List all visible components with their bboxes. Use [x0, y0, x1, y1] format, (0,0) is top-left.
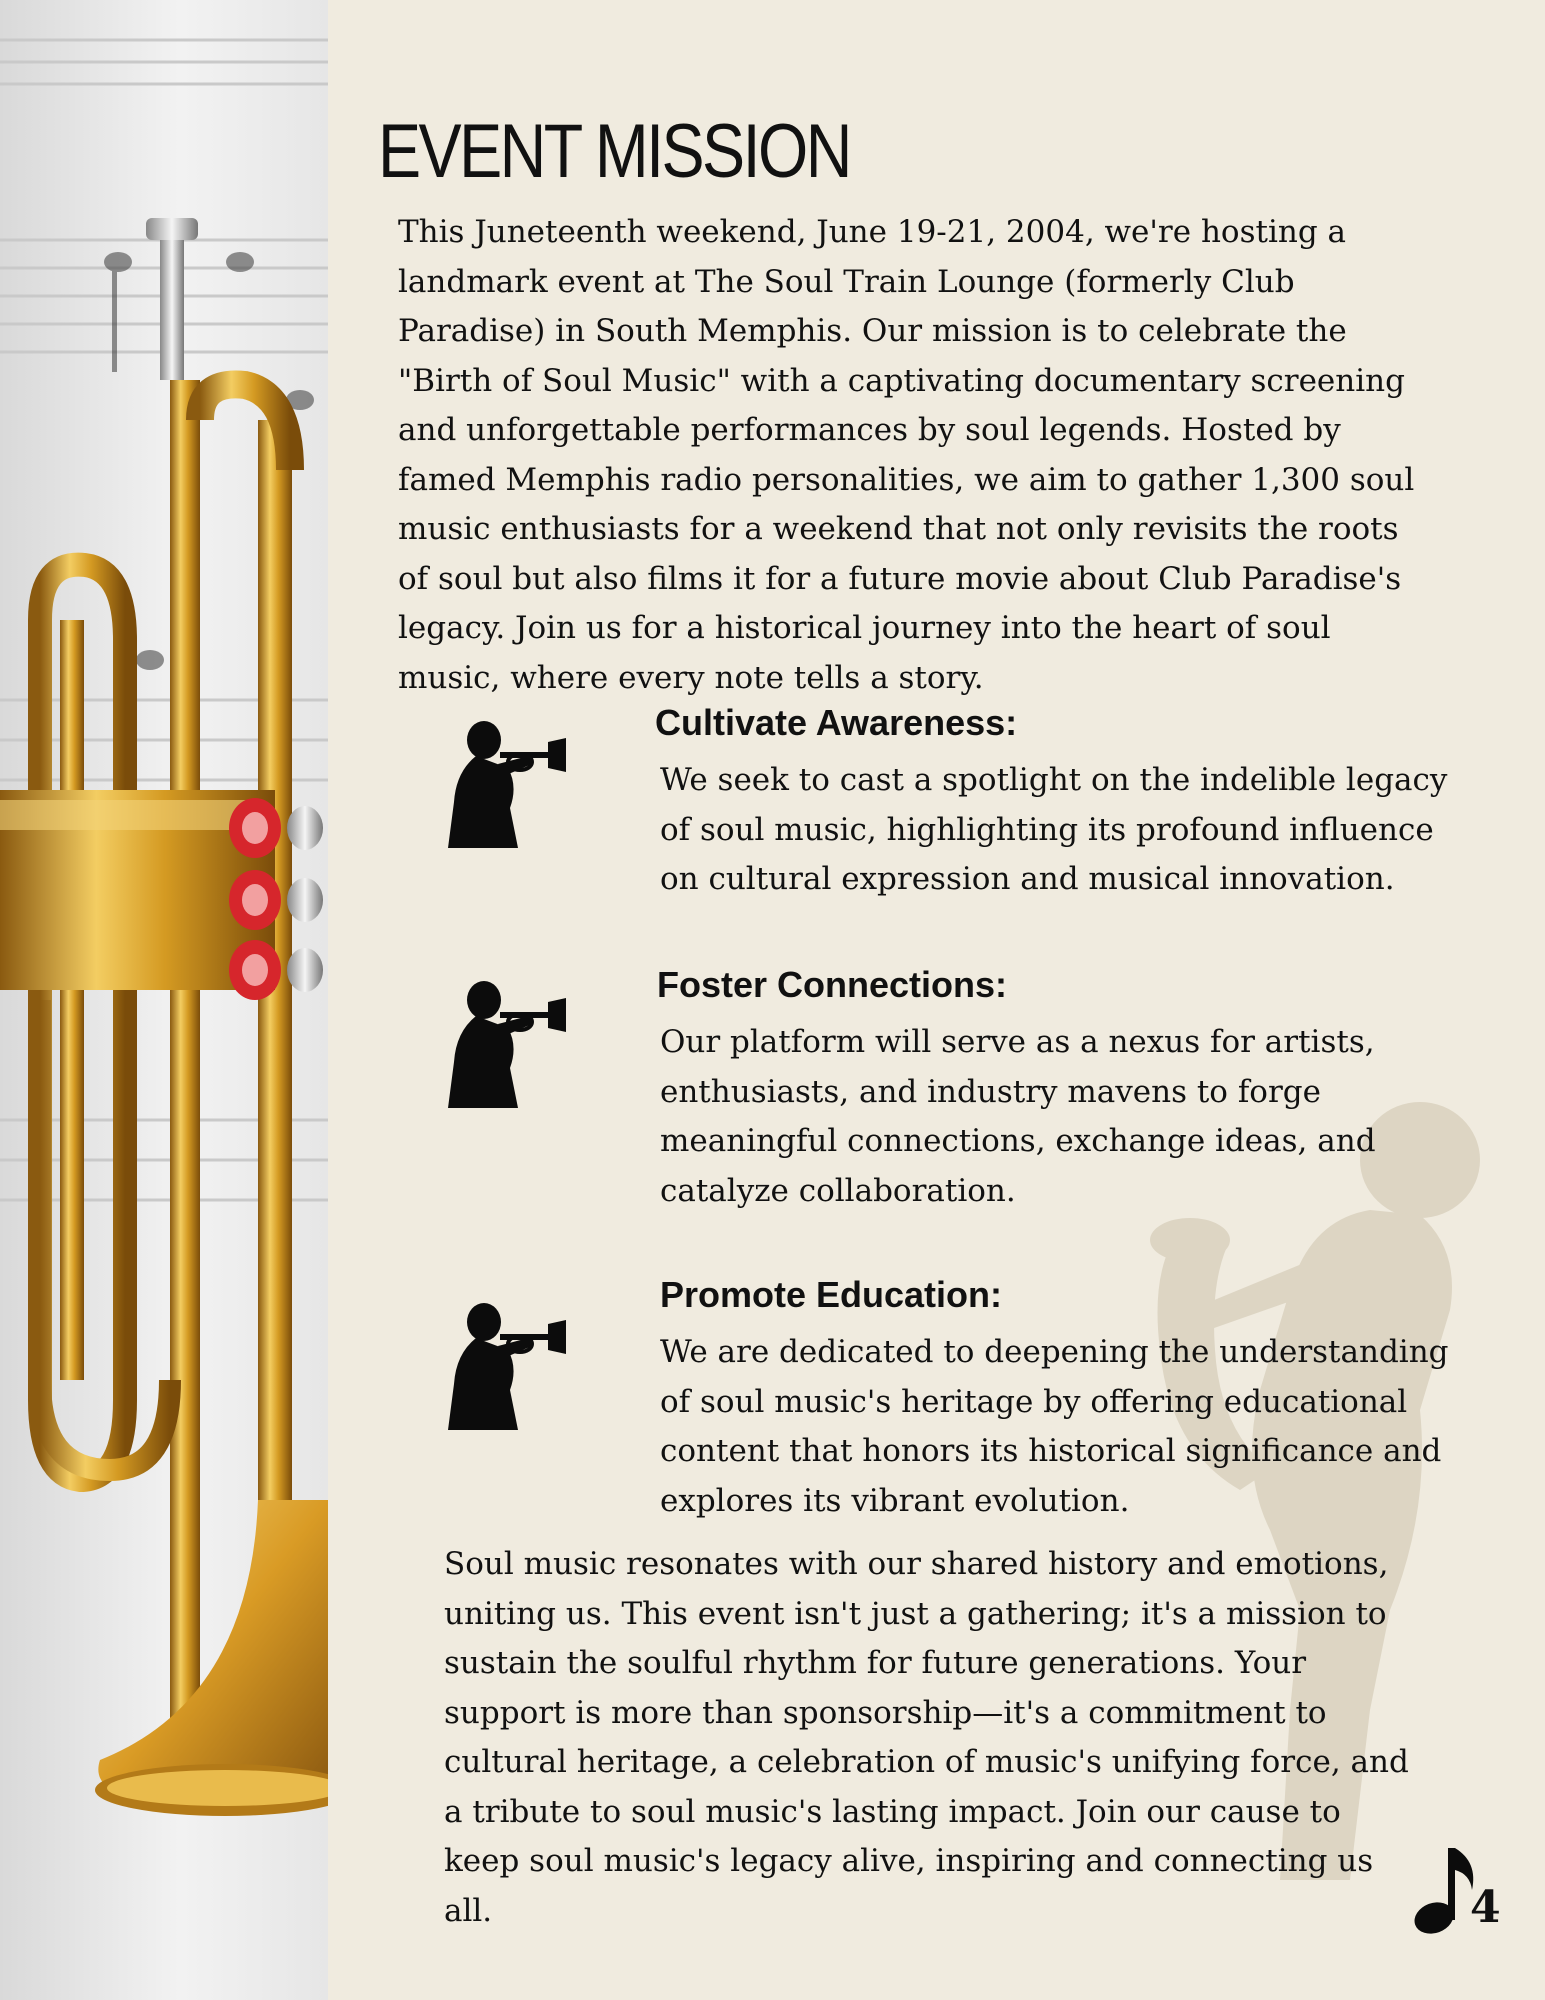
intro-paragraph: This Juneteenth weekend, June 19-21, 2004, we're hosting a landmark event at The Soul Train Lounge (formerly Club Paradise) in South Memphis. Our mission is to celebrate the "Birth of Soul Music" with a captivating documentary screening and unforgettable performances by soul legends. Hosted by famed Memphis radio personalities, we aim to gather 1,300 soul music enthusiasts for a weekend that not only revisits the roots of soul but also films it for a future movie about Club Paradise's legacy. Join us for a historical journey into the heart of soul music, where every note tells a story. — [398, 214, 1415, 696]
pillar-title: Promote Education: — [660, 1274, 1003, 1315]
trumpet-player-icon — [448, 1294, 568, 1434]
trumpet-photo — [0, 0, 328, 2000]
pillar-title: Cultivate Awareness: — [655, 702, 1018, 743]
page-number-text: 4 — [1470, 1882, 1501, 1933]
pillar-body: Our platform will serve as a nexus for artists, enthusiasts, and industry mavens to forge meaningful connections, exchange ideas, and catalyze collaboration. — [660, 1024, 1376, 1209]
trumpet-player-icon — [448, 972, 568, 1112]
pillar-body: We are dedicated to deepening the understanding of soul music's heritage by offering educational content that honors its historical significance and explores its vibrant evolution. — [660, 1334, 1449, 1519]
page-number — [1412, 1840, 1512, 1940]
pillar-body: We seek to cast a spotlight on the indelible legacy of soul music, highlighting its profound influence on cultural expression and musical innovation. — [660, 762, 1448, 897]
closing-paragraph: Soul music resonates with our shared history and emotions, uniting us. This event isn't just a gathering; it's a mission to sustain the soulful rhythm for future generations. Your support is more than sponsorship—it's a commitment to cultural heritage, a celebration of music's unifying force, and a tribute to soul music's lasting impact. Join our cause to keep soul music's legacy alive, inspiring and connecting us all. — [444, 1546, 1409, 1929]
trumpet-illustration — [0, 0, 328, 2000]
valve-caps — [229, 798, 323, 1000]
trumpet-player-icon — [448, 712, 568, 852]
page-title: EVENT MISSION — [378, 109, 850, 194]
pillar-title: Foster Connections: — [657, 964, 1008, 1005]
